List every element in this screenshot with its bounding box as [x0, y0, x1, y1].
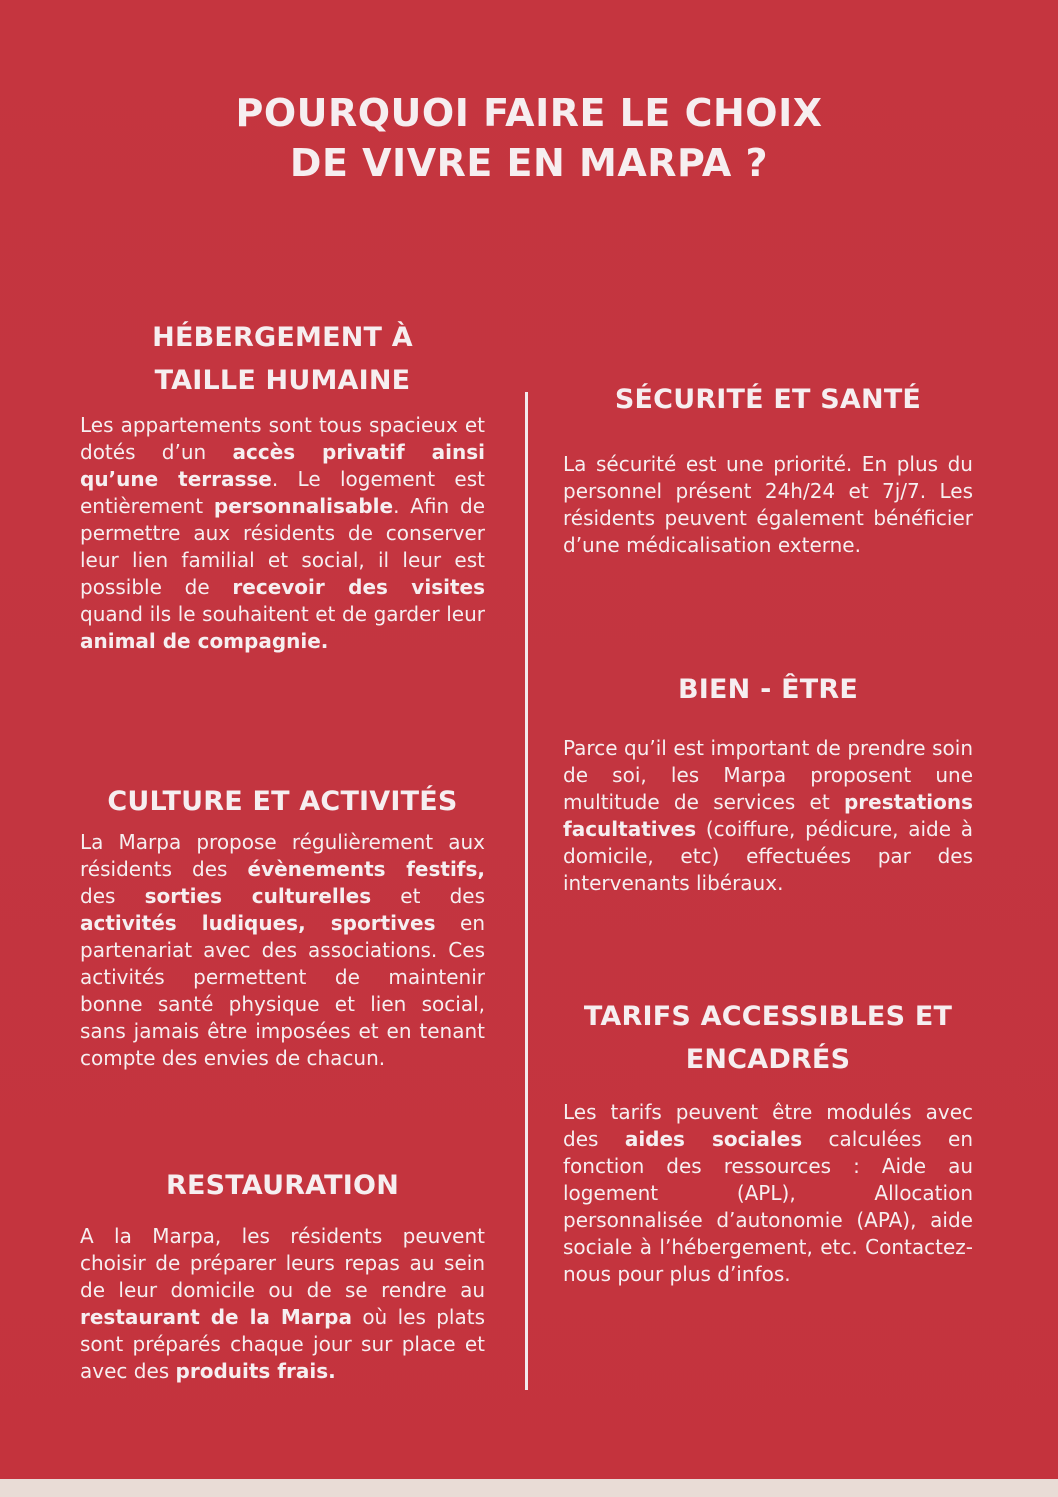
culture-text-2: des — [80, 884, 145, 908]
page-title — [0, 88, 1058, 188]
securite-heading: SÉCURITÉ ET SANTÉ — [614, 384, 922, 415]
tarifs-heading-line2: ENCADRÉS — [685, 1044, 851, 1075]
section-securite — [563, 378, 973, 559]
hebergement-bold-3: recevoir des visites — [232, 575, 485, 599]
bienetre-heading: BIEN - ÊTRE — [678, 674, 858, 705]
hebergement-bold-4: animal de compagnie. — [80, 629, 329, 653]
culture-heading: CULTURE ET ACTIVITÉS — [107, 786, 458, 817]
bienetre-text-1: Parce qu’il est important de prendre soin de soi, les Marpa proposent une multitude de services et — [563, 736, 973, 814]
hebergement-text-3: . Afin de permettre aux résidents de conserver leur lien familial et social, il leur est possible de — [80, 494, 485, 599]
culture-text — [80, 829, 485, 1072]
culture-text-3: et des — [371, 884, 485, 908]
tarifs-text — [563, 1099, 973, 1288]
tarifs-text-2: calculées en fonction des ressources : Aide au logement (APL), Allocation personnalisée d’autonomie (APA), aide sociale à l’hébergement, etc. Contactez-nous pour plus d’infos. — [563, 1127, 974, 1286]
culture-bold-2: sorties culturelles — [144, 884, 372, 908]
page-title-line1: POURQUOI FAIRE LE CHOIX — [235, 91, 823, 135]
culture-bold-1: évènements festifs, — [247, 857, 486, 881]
bienetre-text-2: (coiffure, pédicure, aide à domicile, etc) effectuées par des intervenants libéraux. — [563, 817, 973, 895]
securite-text: La sécurité est une priorité. En plus du personnel présent 24h/24 et 7j/7. Les résidents peuvent également bénéficier d’une médicalisation externe. — [563, 452, 973, 557]
tarifs-heading-line1: TARIFS ACCESSIBLES ET — [583, 1001, 953, 1032]
culture-bold-3: activités ludiques, sportives — [80, 911, 436, 935]
restauration-text — [80, 1223, 485, 1385]
culture-text-4: en partenariat avec des associations. Ces activités permettent de maintenir bonne santé physique et lien social, sans jamais être imposées et en tenant compte des envies de chacun. — [80, 911, 486, 1070]
bienetre-bold-1: prestations facultatives — [563, 790, 973, 841]
restauration-heading: RESTAURATION — [166, 1170, 399, 1201]
section-hebergement — [80, 316, 485, 655]
restauration-bold-1: restaurant de la Marpa — [80, 1305, 352, 1329]
column-divider — [525, 392, 528, 1390]
tarifs-bold-1: aides sociales — [624, 1127, 803, 1151]
bienetre-text — [563, 735, 973, 897]
section-restauration — [80, 1164, 485, 1385]
tarifs-text-1: Les tarifs peuvent être modulés avec des — [563, 1100, 973, 1151]
page-bottom-edge — [0, 1479, 1058, 1497]
section-tarifs — [563, 995, 973, 1288]
restauration-text-2: où les plats sont préparés chaque jour sur place et avec des — [80, 1305, 485, 1383]
hebergement-heading — [80, 316, 485, 402]
culture-text-1: La Marpa propose régulièrement aux résidents des — [80, 830, 485, 881]
hebergement-text — [80, 412, 485, 655]
hebergement-text-1: Les appartements sont tous spacieux et dotés d’un — [80, 413, 485, 464]
restauration-text-1: A la Marpa, les résidents peuvent choisir de préparer leurs repas au sein de leur domicile ou de se rendre au — [80, 1224, 485, 1302]
hebergement-text-2: . Le logement est entièrement — [80, 467, 485, 518]
hebergement-bold-1: accès privatif ainsi qu’une terrasse — [80, 440, 485, 491]
hebergement-bold-2: personnalisable — [213, 494, 394, 518]
page-title-line2: DE VIVRE EN MARPA ? — [289, 141, 769, 185]
section-bienetre — [563, 668, 973, 897]
restauration-bold-2: produits frais. — [175, 1359, 336, 1383]
hebergement-heading-line2: TAILLE HUMAINE — [154, 365, 411, 396]
tarifs-heading — [563, 995, 973, 1081]
section-culture — [80, 780, 485, 1072]
hebergement-heading-line1: HÉBERGEMENT À — [152, 322, 413, 353]
hebergement-text-4: quand ils le souhaitent et de garder leur — [80, 602, 485, 626]
